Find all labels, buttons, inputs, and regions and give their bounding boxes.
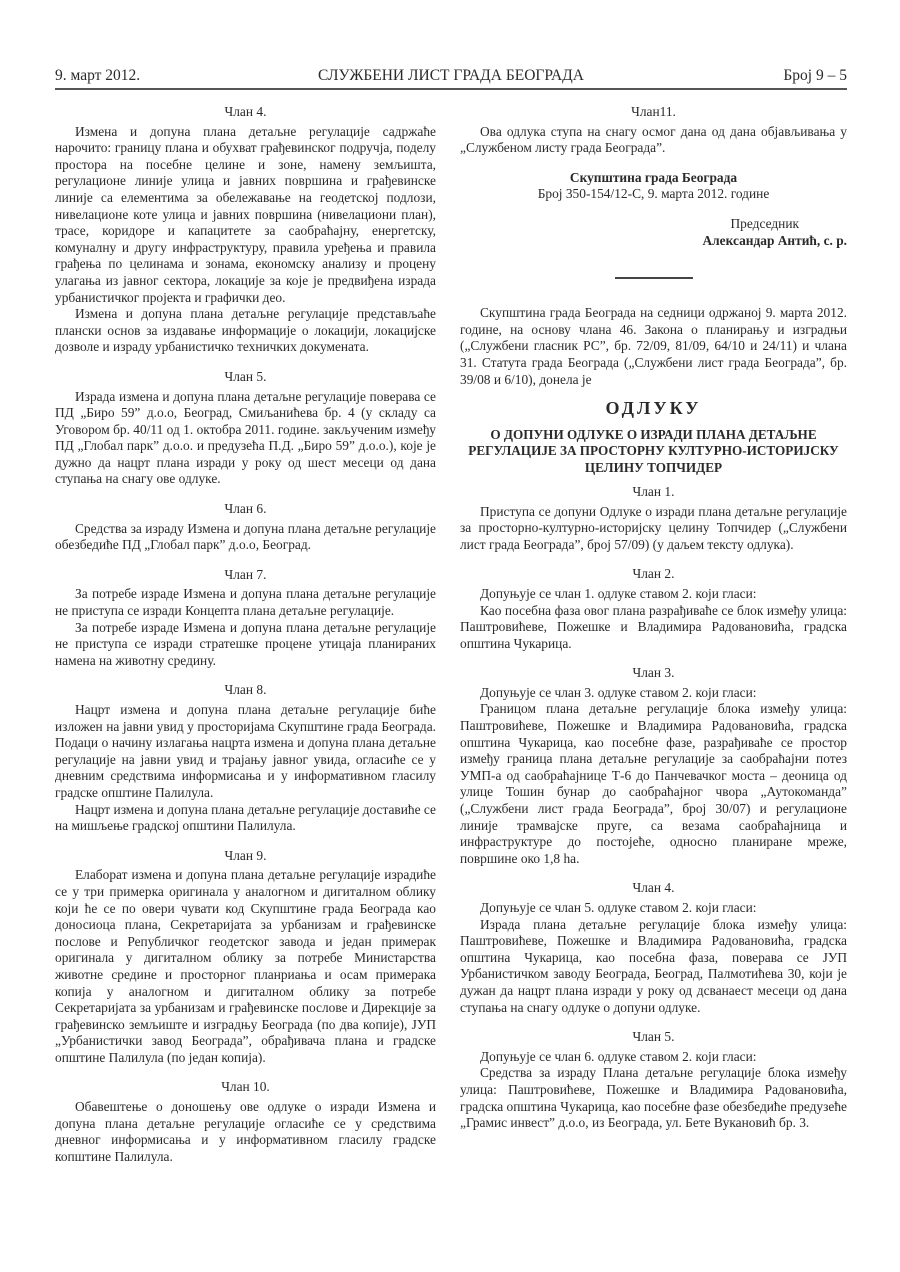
article [460, 1029, 847, 1132]
article [55, 848, 436, 1067]
article-paragraph: Ова одлука ступа на снагу осмог дана од дана објављивања у „Службеном листу града Београда”. [460, 123, 847, 156]
article-title: Члан 4. [224, 104, 267, 119]
article-title: Члан 4. [632, 880, 675, 896]
article-paragraph: Допуњује се члан 3. одлуке ставом 2. који гласи: [480, 684, 757, 700]
article-title: Члан 1. [632, 483, 675, 499]
article-title: Члан 3. [632, 665, 675, 681]
decision-subtitle: О ДОПУНИ ОДЛУКЕ О ИЗРАДИ ПЛАНА ДЕТАЉНЕ РЕГУЛАЦИЈЕ ЗА ПРОСТОРНУ КУЛТУРНО-ИСТОРИЈСКУ ЦЕЛИНУ ТОПЧИДЕР [468, 426, 839, 475]
article-paragraph: Нацрт измена и допуна плана детаљне регулације доставиће се на мишљење градској општини Палилула. [55, 801, 436, 834]
article-title: Члан 9. [224, 847, 267, 863]
article [55, 682, 436, 834]
preamble: Скупштина града Београда на седници одржаној 9. марта 2012. године, на основу члана 46. Закона о планирању и изградњи („Службени гласник РС”, бр. 72/09, 81/09, 64/10 и 24/11) и члана 31. Статута града Београда („Службени лист града Београда”, бр. 39/08 и 6/10), донела је [460, 305, 847, 387]
article-title: Члан 5. [224, 368, 267, 384]
article-paragraph: Средства за израду Измена и допуна плана детаљне регулације обезбедиће ПД „Глобал парк” д.о.о, Београд. [55, 520, 436, 553]
article-paragraph: Допуњује се члан 1. одлуке ставом 2. који гласи: [480, 585, 757, 601]
article [460, 665, 847, 867]
article-title: Члан 7. [224, 566, 267, 582]
article [460, 880, 847, 1016]
article-title: Члан11. [631, 104, 676, 119]
article [55, 501, 436, 554]
article-paragraph: Допуњује се члан 6. одлуке ставом 2. који гласи: [480, 1048, 757, 1064]
article-paragraph: Измена и допуна плана детаљне регулације садржаће нарочито: границу плана и обухват грађевинског подручја, поделу простора на посебне целине и зоне, намену земљишта, регулационе линије улица и јавних површина и грађевинске линије са елементима за обележавање на геодетској подлози, нивелационе коте улица и јавних површина (нивелациони план), трасе, коридоре и капацитете за саобраћајну, енергетску, комуналну и другу инфраструктуру, правила уређења и правила грађења по целинама и зонама, економску анализу и процену улагања из јавног сектора, локације за које је предвиђена израда урбанистичког пројекта и графички део. [55, 123, 436, 305]
left-column [55, 104, 436, 1165]
header-date: 9. март 2012. [55, 67, 141, 84]
section-divider [615, 277, 693, 279]
article-title: Члан 8. [224, 682, 267, 698]
article-title: Члан 2. [632, 566, 675, 582]
article-title: Члан 5. [632, 1029, 675, 1045]
article [460, 566, 847, 652]
article [55, 369, 436, 488]
article-paragraph: Измена и допуна плана детаљне регулације представљаће плански основ за издавање информације о локацији, локацијске дозволе и израду урбанистичко техничких докумената. [55, 306, 436, 355]
article-paragraph: За потребе израде Измена и допуна плана детаљне регулације не приступа се изради Концепта плана детаљне регулације. [55, 586, 436, 619]
page-header [55, 66, 847, 90]
article [460, 104, 847, 157]
decision-title: ОДЛУКУ [605, 398, 702, 419]
signature-document-number: Број 350-154/12-С, 9. марта 2012. године [537, 186, 770, 202]
article-paragraph: Средства за израду Плана детаљне регулације блока између улица: Паштровићеве, Пожешке и Владимира Радовановића, градска општина Чукарица, као посебне фазе обезбедиће предузеће „Грамис инвест” д.о.о, из Београда, ул. Бете Вукановић бр. 3. [460, 1065, 847, 1131]
header-issue-number: Број 9 – 5 [783, 67, 847, 84]
article [55, 567, 436, 670]
article-paragraph: Допуњује се члан 5. одлуке ставом 2. који гласи: [480, 900, 757, 915]
right-column [460, 104, 847, 1132]
article-paragraph: Приступа се допуни Одлуке о изради плана детаљне регулације за просторно-културно-историјску целину Топчидер („Службени лист града Београда”, број 57/09) (у даљем тексту одлука). [460, 503, 847, 552]
header-publication-title: СЛУЖБЕНИ ЛИСТ ГРАДА БЕОГРАДА [318, 67, 584, 84]
signature-organization: Скупштина града Београда [569, 169, 738, 185]
signature-block [460, 170, 847, 249]
article-paragraph: Нацрт измена и допуна плана детаљне регулације биће изложен на јавни увид у просторијама Скупштине града Београда. Подаци о начину излагања нацрта измена и допуна плана детаљне регулације на јавни увид и трајању јавног увида, огласиће се у дневним средствима информисања и у информативном гласилу градске општине Палилула. [55, 702, 436, 800]
article-title: Члан 6. [224, 501, 267, 517]
article-paragraph: Обавештење о доношењу ове одлуке о изради Измена и допуна плана детаљне регулације огласиће се у средствима дневног информисања и у информативном гласилу градске копштине Палилула. [55, 1099, 436, 1164]
article [55, 104, 436, 356]
article-paragraph: Израда плана детаљне регулације блока између улица: Паштровићеве, Пожешке и Владимира Радовановића, градска општина Чукарица, као посебна фаза, поверава се ЈУП Урбанистичком заводу Београда, Београд, Палмотићева 30, који је дужан да нацрт плана изради у року од дсванаест месеци од дана ступања на снагу одлуке о допуни одлуке. [460, 916, 847, 1015]
article-paragraph: Израда измена и допуна плана детаљне регулације поверава се ПД „Биро 59” д.о.о, Београд, Смиљанићева бр. 4 (у складу са Уговором бр. 40/11 од 1. октобра 2011. године. закљученим између ПД „Глобал парк” д.о.о. и предузећа П.Д. „Биро 59” д.о.о.), које је дужно да нацрт плана изради у року од шест месеци од дана ступања на снагу ове одлуке. [55, 388, 436, 487]
article-paragraph: За потребе израде Измена и допуна плана детаљне регулације не приступа се изради стратешке процене утицаја планираних намена на животну средину. [55, 619, 436, 668]
article [55, 1079, 436, 1165]
article-paragraph: Границом плана детаљне регулације блока између улица: Паштровићеве, Пожешке и Владимира Радовановића, градска општина Чукарица, као посебне фазе, разрађиваће се простор између граница плана детаљне регулације за саобраћајни потез УМП-а од саобраћајнице Т-6 до Панчевачког моста – деоница од улице Тошин бунар до саобраћајног чвора „Аутокоманда” („Службени лист града Београда”, број 30/07) и регулационе линије трамвајске пруге, са везама саобраћајница и инфраструктуре до постојеће, односно планиране мреже, површине око 1,8 ha. [460, 701, 847, 866]
signature-title: Председник [730, 215, 799, 231]
signature-name: Александар Антић, с. р. [702, 232, 847, 248]
article [460, 484, 847, 553]
article-title: Члан 10. [221, 1079, 270, 1095]
article-paragraph: Као посебна фаза овог плана разрађиваће се блок између улица: Паштровићеве, Пожешке и Владимира Радовановића, градска општина Чукарица. [460, 602, 847, 651]
article-paragraph: Елаборат измена и допуна плана детаљне регулације израдиће се у три примерка оригинала у аналогном и дигиталном облику који ће се по овери чувати код Скупштине града Београда као доносиоца плана, Секретаријата за урбанизам и грађевинске послове и Републичког геодетског завода и један примерак оригинала у дигиталном облику за потребе Министарства животне средине и просторног планриања и осам примерака копија у аналогном и дигиталном облику за потребе Секретаријата за урбанизам и грађевинске послове и Дирекције за грађевинско земљиште и изградњу Београда (по два копије), ЈУП „Урбанистички завод Београда”, обрађивача плана и градске општине Палилула (по један копија). [55, 867, 436, 1065]
